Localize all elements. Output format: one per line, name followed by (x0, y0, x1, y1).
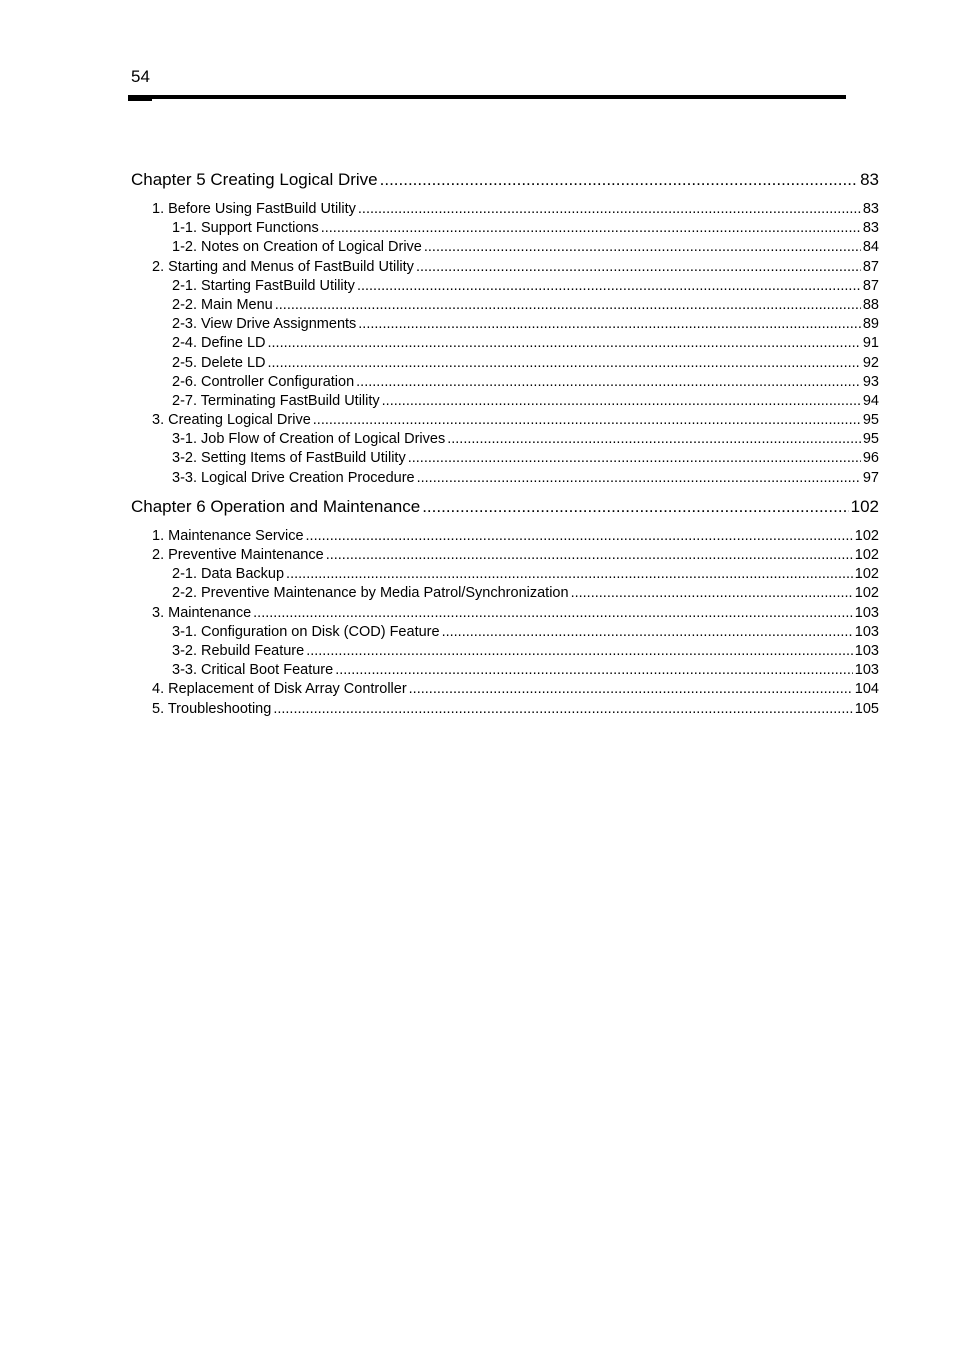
toc-entry-title: 2. Starting and Menus of FastBuild Utility (152, 258, 414, 275)
toc-entry-title: 3. Creating Logical Drive (152, 412, 311, 429)
toc-subsection-row[interactable] (131, 296, 879, 315)
toc-leader-dots (313, 411, 861, 430)
toc-subsection-row[interactable] (131, 623, 879, 642)
toc-entry-title: 3-2. Rebuild Feature (172, 642, 305, 659)
toc-entry-title: 2-5. Delete LD (172, 354, 266, 371)
toc-entry-title: 1. Before Using FastBuild Utility (152, 201, 356, 217)
toc-page-number: 103 (854, 662, 879, 679)
toc-section-row[interactable] (131, 411, 879, 430)
toc-entry-title: 4. Replacement of Disk Array Controller (152, 681, 407, 698)
toc-subsection-row[interactable] (131, 430, 879, 449)
toc-page-number: 102 (854, 527, 879, 544)
toc-page-number: 91 (862, 335, 879, 352)
toc-page-number: 84 (862, 239, 879, 256)
toc-entry-title: 2-4. Define LD (172, 335, 266, 352)
toc-entry-title: 2-3. View Drive Assignments (172, 316, 357, 333)
toc-entry-title: 3-1. Job Flow of Creation of Logical Drives (172, 431, 446, 448)
toc-subsection-row[interactable] (131, 469, 879, 488)
toc-entry-title: 3-2. Setting Items of FastBuild Utility (172, 450, 406, 467)
toc-entry-title: 2-2. Main Menu (172, 296, 273, 313)
header-rule-tab (128, 99, 152, 101)
toc-page-number: 93 (862, 373, 879, 390)
toc-subsection-row[interactable] (131, 661, 879, 680)
toc-page-number: 103 (854, 623, 879, 640)
toc-page-number: 102 (850, 496, 879, 516)
table-of-contents (131, 168, 879, 719)
toc-subsection-row[interactable] (131, 277, 879, 296)
header-rule (128, 95, 846, 99)
toc-entry-title: 1-2. Notes on Creation of Logical Drive (172, 239, 422, 256)
toc-entry-title: 1-1. Support Functions (172, 220, 319, 237)
toc-page-number: 92 (862, 354, 879, 371)
toc-subsection-row[interactable] (131, 238, 879, 257)
toc-leader-dots (357, 277, 861, 296)
toc-leader-dots (422, 495, 848, 519)
toc-subsection-row[interactable] (131, 315, 879, 334)
toc-page-number: 95 (862, 412, 879, 429)
toc-leader-dots (380, 168, 858, 192)
toc-chapter-title: Chapter 6 Operation and Maintenance (131, 496, 421, 516)
toc-page-number: 97 (862, 469, 879, 486)
toc-leader-dots (335, 661, 853, 680)
toc-entry-title: 2-6. Controller Configuration (172, 373, 355, 390)
toc-leader-dots (358, 315, 861, 334)
toc-leader-dots (424, 238, 861, 257)
toc-subsection-row[interactable] (131, 565, 879, 584)
toc-section-row[interactable] (131, 700, 879, 719)
toc-leader-dots (275, 296, 861, 315)
toc-leader-dots (286, 565, 853, 584)
toc-page-number: 94 (862, 392, 879, 409)
toc-leader-dots (273, 700, 852, 719)
toc-leader-dots (409, 680, 853, 699)
toc-section-row[interactable] (131, 258, 879, 277)
toc-leader-dots (447, 430, 861, 449)
toc-page-number: 104 (854, 681, 879, 698)
toc-page-number: 102 (854, 566, 879, 583)
toc-entry-title: 3-3. Critical Boot Feature (172, 662, 334, 679)
toc-page-number: 102 (854, 547, 879, 563)
toc-leader-dots (358, 200, 861, 219)
toc-leader-dots (306, 642, 853, 661)
toc-subsection-row[interactable] (131, 449, 879, 468)
toc-subsection-row[interactable] (131, 584, 879, 603)
toc-section-row[interactable] (131, 527, 879, 546)
toc-entry-title: 1. Maintenance Service (152, 527, 304, 544)
toc-page-number: 87 (862, 277, 879, 294)
toc-page-number: 102 (854, 585, 879, 602)
toc-chapter-row[interactable] (131, 168, 879, 192)
toc-page-number: 103 (854, 642, 879, 659)
toc-entry-title: 2-1. Data Backup (172, 566, 285, 583)
toc-page-number: 96 (862, 450, 879, 467)
toc-leader-dots (326, 546, 853, 565)
toc-subsection-row[interactable] (131, 373, 879, 392)
toc-entry-title: 3-3. Logical Drive Creation Procedure (172, 469, 415, 486)
toc-section-row[interactable] (131, 546, 879, 565)
toc-chapter-row[interactable] (131, 495, 879, 519)
toc-entry-title: 2-1. Starting FastBuild Utility (172, 277, 355, 294)
toc-leader-dots (416, 258, 861, 277)
toc-entry-title: 2. Preventive Maintenance (152, 547, 324, 563)
toc-leader-dots (382, 392, 861, 411)
toc-page-number: 83 (860, 170, 879, 189)
toc-section-row[interactable] (131, 604, 879, 623)
toc-entry-title: 5. Troubleshooting (152, 700, 272, 717)
toc-section-row[interactable] (131, 680, 879, 699)
toc-leader-dots (268, 354, 861, 373)
toc-leader-dots (417, 469, 861, 488)
toc-leader-dots (442, 623, 853, 642)
toc-leader-dots (571, 584, 853, 603)
toc-section-row[interactable] (131, 200, 879, 219)
toc-subsection-row[interactable] (131, 334, 879, 353)
toc-page-number: 105 (854, 700, 879, 717)
toc-leader-dots (408, 449, 861, 468)
toc-subsection-row[interactable] (131, 354, 879, 373)
page-number: 54 (131, 67, 150, 86)
toc-page-number: 83 (862, 220, 879, 237)
toc-page-number: 103 (854, 604, 879, 621)
toc-page-number: 87 (862, 258, 879, 275)
toc-entry-title: 3. Maintenance (152, 604, 252, 621)
toc-subsection-row[interactable] (131, 392, 879, 411)
toc-page-number: 83 (862, 201, 879, 217)
toc-page-number: 89 (862, 316, 879, 333)
toc-page-number: 95 (862, 431, 879, 448)
toc-leader-dots (306, 527, 853, 546)
toc-leader-dots (321, 219, 861, 238)
toc-entry-title: 2-7. Terminating FastBuild Utility (172, 392, 380, 409)
toc-leader-dots (268, 334, 861, 353)
toc-page-number: 88 (862, 296, 879, 313)
toc-entry-title: 2-2. Preventive Maintenance by Media Patrol/Synchronization (172, 585, 569, 602)
toc-subsection-row[interactable] (131, 219, 879, 238)
toc-subsection-row[interactable] (131, 642, 879, 661)
toc-leader-dots (253, 604, 853, 623)
toc-entry-title: 3-1. Configuration on Disk (COD) Feature (172, 623, 440, 640)
toc-leader-dots (356, 373, 861, 392)
toc-chapter-title: Chapter 5 Creating Logical Drive (131, 170, 378, 189)
